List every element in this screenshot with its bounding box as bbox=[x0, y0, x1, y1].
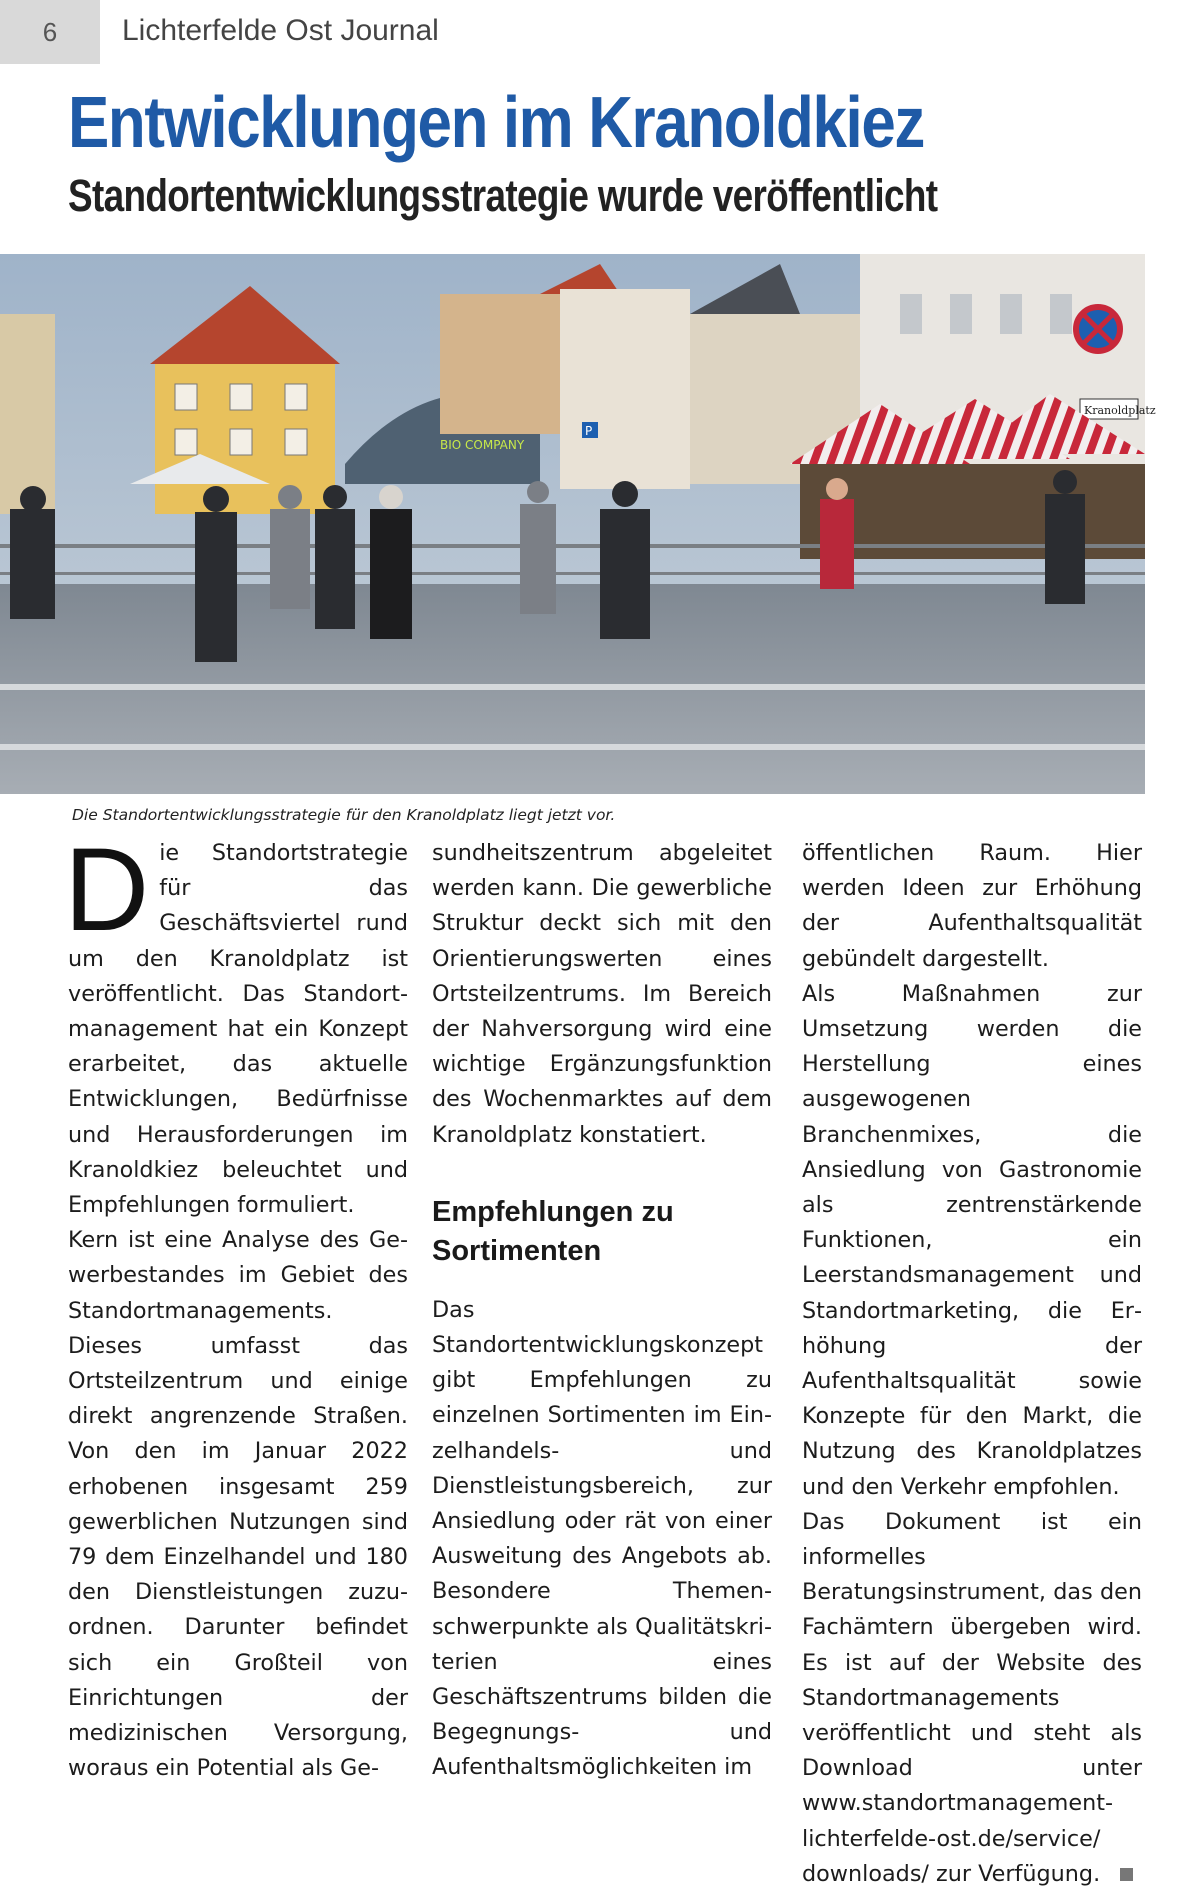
end-of-article-mark bbox=[1120, 1868, 1133, 1881]
parking-sign: P bbox=[585, 424, 593, 438]
body-paragraph: öffentlichen Raum. Hier werden Ideen zur Erhöhung der Aufenthaltsqualität gebündelt dargestellt. bbox=[802, 840, 1142, 972]
journal-name: Lichterfelde Ost Journal bbox=[122, 14, 439, 47]
body-paragraph: Das Standortentwicklungskonzept gibt Empfehlungen zu einzelnen Sortimenten im Einzelhandels- und Dienstleistungsbereich, zur Ansiedlung oder rät von einer Ausweitung des Angebots ab. Besondere Themenschwerpunkte als Qualitätskriterien eines Geschäftszentrums bilden die Begegnungs- und Aufenthaltsmöglichkeiten im bbox=[432, 1296, 772, 1781]
body-paragraph: Kern ist eine Analyse des Gewerbestandes im Gebiet des Standortmanagements. Dieses umfasst das Ortsteilzentrum und einige direkt angrenzende Straßen. Von den im Januar 2022 erhobenen insgesamt 259 gewerblichen Nutzungen sind 79 dem Einzelhandel und 180 den Dienstleistungen zuzuordnen. Darunter befindet sich ein Großteil von Einrichtungen der medizinischen Versorgung, woraus ein Potential als Ge- bbox=[68, 1227, 408, 1782]
section-heading: Empfehlungen zu Sortimenten bbox=[432, 1195, 674, 1267]
page-number: 6 bbox=[0, 0, 100, 64]
image-caption: Die Standortentwicklungsstrategie für den Kranoldplatz liegt jetzt vor. bbox=[72, 806, 616, 824]
street-sign: Kranoldplatz bbox=[1084, 404, 1156, 417]
body-paragraph: sundheitszentrum abgeleitet werden kann. Die gewerbliche Struktur deckt sich mit den Orientierungswerten eines Ortsteilzentrums. Im Bereich der Nahversorgung wird eine wichtige Ergänzungsfunktion des Wochenmarktes auf dem Kranoldplatz konstatiert. bbox=[432, 840, 772, 1148]
shop-sign: BIO COMPANY bbox=[440, 438, 525, 452]
body-paragraph-text: Das Dokument ist ein informelles Beratungsinstrument, das den Fachämtern übergeben wird. Es ist auf der Website des Standortmanagements veröffentlicht und steht als Download unter www.standortmanagementlichterfelde-ost.de/service/ downloads/ zur Verfügung. bbox=[802, 1508, 1142, 1887]
article-title: Entwicklungen im Kranoldkiez bbox=[68, 83, 925, 163]
drop-cap: D bbox=[64, 824, 150, 956]
body-paragraph-final bbox=[802, 1505, 1142, 1892]
market-photo bbox=[0, 254, 1156, 794]
column-1 bbox=[64, 824, 408, 1786]
body-paragraph: ie Standortstrategie für das Geschäftsviertel rund um den Kranoldplatz ist veröffentlicht. Das Standortmanagement hat ein Konzept erarbeitet, das aktuelle Entwicklungen, Bedürfnisse und Herausforderungen im Kranoldkiez beleuchtet und Empfehlungen formuliert. bbox=[68, 840, 408, 1219]
article-subtitle: Standortentwicklungsstrategie wurde veröffentlicht bbox=[68, 170, 938, 221]
body-paragraph: Als Maßnahmen zur Umsetzung werden die Herstellung eines ausgewogenen Branchenmixes, die Ansiedlung von Gastronomie als zentrenstärkende Funktionen, ein Leerstandsmanagement und Standortmarketing, die Erhöhung der Aufenthaltsqualität sowie Konzepte für den Markt, die Nutzung des Kranoldplatzes und den Verkehr empfohlen. bbox=[802, 980, 1142, 1500]
column-2 bbox=[432, 836, 772, 1786]
column-3 bbox=[802, 836, 1142, 1892]
